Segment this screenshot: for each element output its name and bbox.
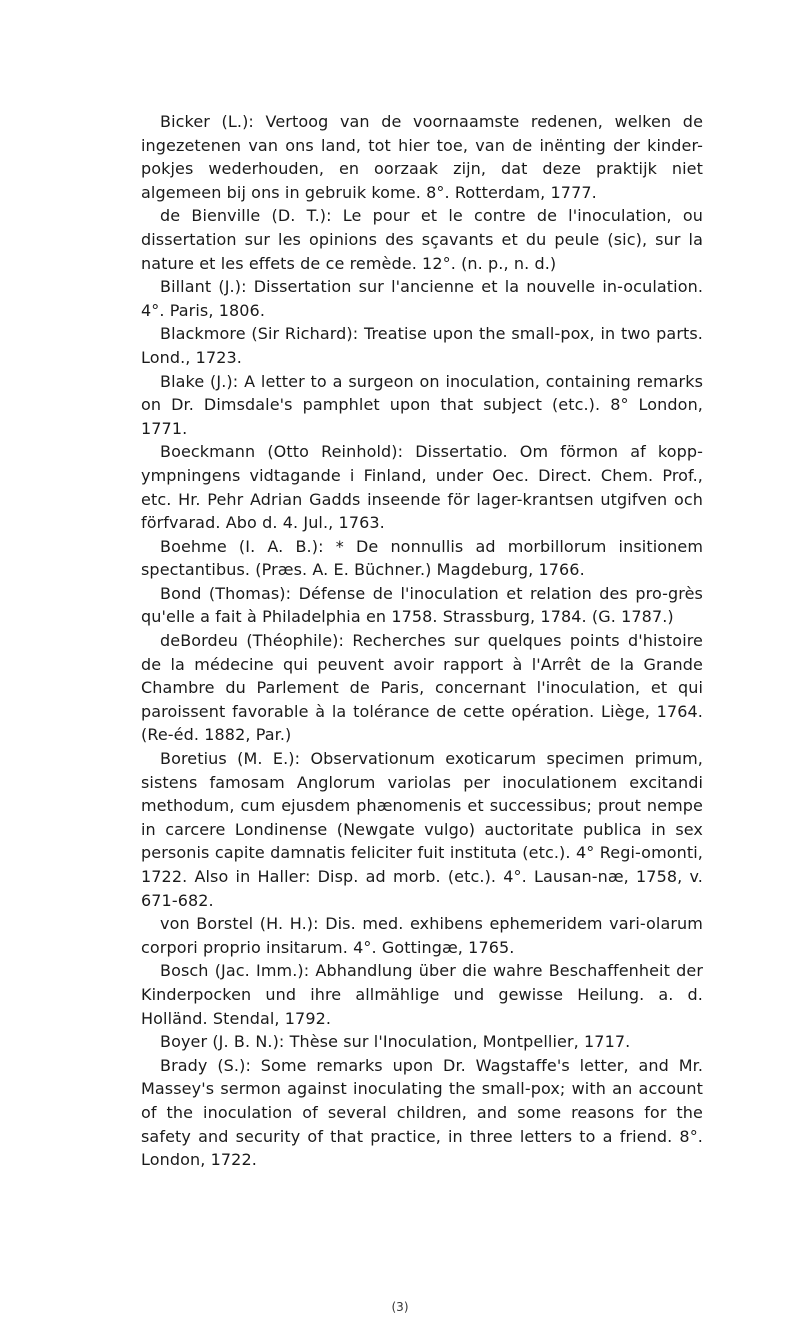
entry-text: Dissertatio. Om förmon af kopp-ympningens vidtagande i Finland, under Oec. Direct. Chem. Prof., etc. Hr. Pehr Adrian Gadds inseende för lager-krantsen utgifven och förfvarad. Abo d. 4. Jul., 1763. [141, 442, 704, 533]
bibliography-entry [141, 110, 703, 204]
entry-author: Bosch (Jac. Imm.) [160, 961, 304, 981]
entry-text: Dissertation sur l'ancienne et la nouvelle in-oculation. 4°. Paris, 1806. [141, 277, 704, 320]
entry-author: Boretius (M. E.) [160, 749, 295, 769]
entry-separator: : [278, 1032, 285, 1052]
entry-text: Recherches sur quelques points d'histoire de la médecine qui peuvent avoir rapport à l'Arrêt de la Grande Chambre du Parlement de Paris, concernant l'inoculation, et qui paroissent favorable à la tolérance de cette opération. Liège, 1764. (Re-éd. 1882, Par.) [141, 631, 704, 745]
bibliography-entry [141, 629, 703, 747]
bibliography-entry [141, 582, 703, 629]
bibliography-entry [141, 1054, 703, 1172]
bibliography-entry [141, 535, 703, 582]
entry-author: Bond (Thomas) [160, 583, 286, 603]
entry-author: von Borstel (H. H.) [160, 914, 314, 934]
entry-text: Défense de l'inoculation et relation des pro-grès qu'elle a fait à Philadelphia en 1758. Strassburg, 1784. (G. 1787.) [141, 583, 703, 627]
bibliography-entry [141, 370, 703, 441]
entry-separator: : [313, 914, 319, 934]
entry-author: Billant (J.) [160, 277, 242, 297]
entry-separator: : [245, 1055, 251, 1075]
entry-separator: : [294, 749, 301, 769]
entry-separator: : [285, 583, 292, 603]
bibliography-entry [141, 440, 703, 534]
entry-text: Le pour et le contre de l'inoculation, ou dissertation sur les opinions des sçavants et du peule (sic), sur la nature et les effets de ce remède. 12°. (n. p., n. d.) [141, 206, 704, 273]
bibliography-entry [141, 959, 703, 1030]
entry-separator: : [352, 324, 359, 344]
bibliography-list [141, 110, 703, 1172]
entry-text: Abhandlung über die wahre Beschaffenheit der Kinderpocken und ihre allmählige und gewisse Heilung. a. d. Holländ. Stendal, 1792. [141, 961, 704, 1028]
bibliography-entry [141, 204, 703, 275]
entry-text: Some remarks upon Dr. Wagstaffe's letter, and Mr. Massey's sermon against inoculating the small-pox; with an account of the inoculation of several children, and some reasons for the safety and security of that practice, in three letters to a friend. 8°. London, 1722. [141, 1055, 704, 1170]
entry-separator: : [248, 112, 254, 131]
entry-author: Boyer (J. B. N.) [160, 1032, 279, 1052]
entry-text: * De nonnullis ad morbillorum insitionem spectantibus. (Præs. A. E. Büchner.) Magdeburg, 1766. [141, 536, 704, 580]
entry-author: deBordeu (Théophile) [160, 631, 339, 651]
entry-separator: : [232, 371, 239, 391]
entry-separator: : [318, 536, 324, 556]
entry-text: Thèse sur l'Inoculation, Montpellier, 1717. [289, 1032, 631, 1052]
entry-text: Treatise upon the small-pox, in two parts. Lond., 1723. [141, 324, 703, 367]
entry-text: Dis. med. exhibens ephemeridem vari-olarum corpori proprio insitarum. 4°. Gottingæ, 1765. [141, 914, 703, 957]
bibliography-entry [141, 912, 703, 959]
entry-separator: : [303, 961, 310, 981]
entry-separator: : [397, 442, 404, 462]
entry-separator: : [241, 277, 247, 297]
entry-separator: : [326, 206, 332, 226]
entry-author: Blackmore (Sir Richard) [160, 324, 353, 344]
bibliography-entry [141, 275, 703, 322]
entry-author: de Bienville (D. T.) [160, 206, 327, 226]
bibliography-entry [141, 747, 703, 912]
entry-author: Blake (J.) [160, 371, 233, 391]
entry-text: Vertoog van de voornaamste redenen, welken de ingezetenen van ons land, tot hier toe, van de inënting der kinder-pokjes wederhouden, en oorzaak zijn, dat deze praktijk niet algemeen bij ons in gebruik kome. 8°. Rotterdam, 1777. [141, 112, 704, 202]
entry-author: Bicker (L.) [160, 112, 249, 131]
entry-text: A letter to a surgeon on inoculation, containing remarks on Dr. Dimsdale's pamphlet upon that subject (etc.). 8° London, 1771. [141, 371, 704, 438]
page-number: (3) [391, 1300, 409, 1314]
bibliography-entry [141, 322, 703, 369]
entry-author: Brady (S.) [160, 1055, 246, 1075]
entry-author: Boehme (I. A. B.) [160, 536, 319, 556]
entry-author: Boeckmann (Otto Reinhold) [160, 442, 398, 462]
entry-separator: : [338, 631, 344, 651]
entry-text: Observationum exoticarum specimen primum, sistens famosam Anglorum variolas per inoculationem excitandi methodum, cum ejusdem phænomenis et successibus; prout nempe in carcere Londinense (Newgate vulgo) auctoritate publica in sex personis capite damnatis feliciter fuit instituta (etc.). 4° Regi-omonti, 1722. Also in Haller: Disp. ad morb. (etc.). 4°. Lausan-næ, 1758, v. 671-682. [141, 749, 703, 910]
bibliography-entry [141, 1030, 703, 1054]
